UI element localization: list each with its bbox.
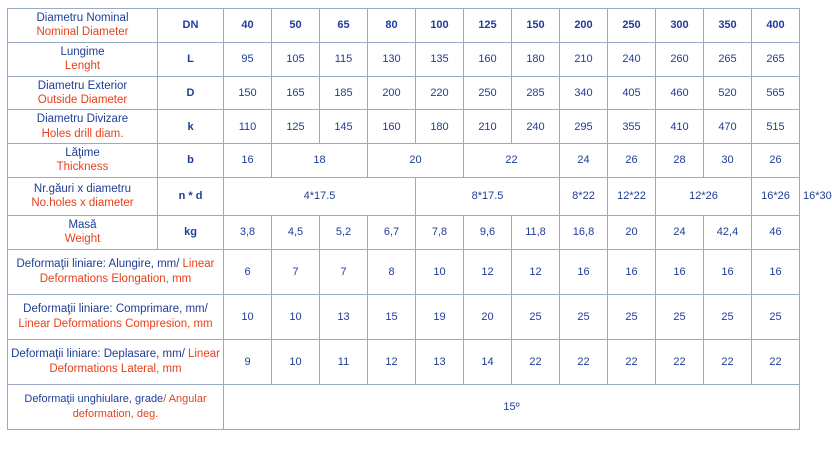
cell-length-40: 95 <box>224 42 272 76</box>
cell-outside-diameter-100: 220 <box>416 76 464 110</box>
cell-weight-400: 46 <box>752 215 800 249</box>
cell-weight-50: 4,5 <box>272 215 320 249</box>
cell-elongation-350: 16 <box>704 249 752 294</box>
cell-outside-diameter-65: 185 <box>320 76 368 110</box>
row-label-lateral: Deformaţii liniare: Deplasare, mm/ Linear Deformations Lateral, mm <box>8 339 224 384</box>
table-row-angular-deformation <box>8 384 800 429</box>
cell-compression-65: 13 <box>320 294 368 339</box>
row-label-holes-count: Nr.găuri x diametru No.holes x diameter <box>8 177 158 215</box>
cell-holes-drill-100: 180 <box>416 110 464 144</box>
table-row-length <box>8 42 800 76</box>
table-row-thickness <box>8 144 800 178</box>
size-header-125: 125 <box>464 9 512 43</box>
cell-length-50: 105 <box>272 42 320 76</box>
cell-weight-80: 6,7 <box>368 215 416 249</box>
cell-outside-diameter-350: 520 <box>704 76 752 110</box>
cell-compression-40: 10 <box>224 294 272 339</box>
size-header-40: 40 <box>224 9 272 43</box>
size-header-65: 65 <box>320 9 368 43</box>
cell-length-200: 210 <box>560 42 608 76</box>
table-row-outside-diameter <box>8 76 800 110</box>
cell-compression-100: 19 <box>416 294 464 339</box>
cell-outside-diameter-200: 340 <box>560 76 608 110</box>
cell-weight-65: 5,2 <box>320 215 368 249</box>
row-label-compression: Deformaţii liniare: Comprimare, mm/ Linear Deformations Compresion, mm <box>8 294 224 339</box>
cell-lateral-250: 22 <box>608 339 656 384</box>
cell-holes-drill-200: 295 <box>560 110 608 144</box>
cell-elongation-150: 12 <box>512 249 560 294</box>
row-label-nominal-diameter: Diametru Nominal Nominal Diameter <box>8 9 158 43</box>
cell-thickness-g5: 24 <box>560 144 608 178</box>
cell-weight-200: 16,8 <box>560 215 608 249</box>
cell-holes-g6: 16*26 <box>752 177 800 215</box>
cell-compression-125: 20 <box>464 294 512 339</box>
cell-elongation-50: 7 <box>272 249 320 294</box>
cell-elongation-65: 7 <box>320 249 368 294</box>
cell-thickness-g7: 28 <box>656 144 704 178</box>
cell-elongation-100: 10 <box>416 249 464 294</box>
cell-weight-100: 7,8 <box>416 215 464 249</box>
size-header-200: 200 <box>560 9 608 43</box>
table-row-holes-count: Nr.găuri x diametru No.holes x diameter n * d 4*17.5 8*17.5 8*22 12*22 12*26 16*26 16*30 <box>8 177 800 215</box>
size-header-80: 80 <box>368 9 416 43</box>
cell-holes-drill-250: 355 <box>608 110 656 144</box>
cell-lateral-200: 22 <box>560 339 608 384</box>
cell-elongation-200: 16 <box>560 249 608 294</box>
cell-length-100: 135 <box>416 42 464 76</box>
row-symbol-k: k <box>158 110 224 144</box>
cell-compression-150: 25 <box>512 294 560 339</box>
cell-outside-diameter-40: 150 <box>224 76 272 110</box>
cell-lateral-40: 9 <box>224 339 272 384</box>
cell-length-125: 160 <box>464 42 512 76</box>
cell-outside-diameter-150: 285 <box>512 76 560 110</box>
cell-weight-125: 9,6 <box>464 215 512 249</box>
cell-elongation-400: 16 <box>752 249 800 294</box>
table-row-elongation <box>8 249 800 294</box>
cell-holes-g3: 8*22 <box>560 177 608 215</box>
cell-weight-150: 11,8 <box>512 215 560 249</box>
cell-outside-diameter-400: 565 <box>752 76 800 110</box>
cell-compression-300: 25 <box>656 294 704 339</box>
row-symbol-l: L <box>158 42 224 76</box>
cell-length-80: 130 <box>368 42 416 76</box>
size-header-150: 150 <box>512 9 560 43</box>
cell-thickness-g9: 26 <box>752 144 800 178</box>
cell-compression-200: 25 <box>560 294 608 339</box>
cell-length-300: 260 <box>656 42 704 76</box>
row-label-thickness: Lăţime Thickness <box>8 144 158 178</box>
size-header-250: 250 <box>608 9 656 43</box>
cell-outside-diameter-125: 250 <box>464 76 512 110</box>
cell-compression-350: 25 <box>704 294 752 339</box>
cell-length-150: 180 <box>512 42 560 76</box>
cell-thickness-g6: 26 <box>608 144 656 178</box>
cell-compression-80: 15 <box>368 294 416 339</box>
cell-lateral-65: 11 <box>320 339 368 384</box>
cell-outside-diameter-50: 165 <box>272 76 320 110</box>
cell-lateral-50: 10 <box>272 339 320 384</box>
row-symbol-dn: DN <box>158 9 224 43</box>
table-row-lateral <box>8 339 800 384</box>
size-header-400: 400 <box>752 9 800 43</box>
cell-compression-250: 25 <box>608 294 656 339</box>
cell-angular-deformation-value: 15º <box>224 384 800 429</box>
cell-thickness-g3: 20 <box>368 144 464 178</box>
cell-lateral-150: 22 <box>512 339 560 384</box>
cell-outside-diameter-250: 405 <box>608 76 656 110</box>
size-header-100: 100 <box>416 9 464 43</box>
row-symbol-n-d: n * d <box>158 177 224 215</box>
cell-elongation-250: 16 <box>608 249 656 294</box>
row-label-outside-diameter: Diametru Exterior Outside Diameter <box>8 76 158 110</box>
cell-compression-50: 10 <box>272 294 320 339</box>
cell-holes-g2: 8*17.5 <box>416 177 560 215</box>
cell-lateral-80: 12 <box>368 339 416 384</box>
table-row-weight <box>8 215 800 249</box>
cell-holes-drill-80: 160 <box>368 110 416 144</box>
cell-holes-drill-400: 515 <box>752 110 800 144</box>
cell-outside-diameter-80: 200 <box>368 76 416 110</box>
cell-lateral-350: 22 <box>704 339 752 384</box>
size-header-300: 300 <box>656 9 704 43</box>
cell-holes-drill-150: 240 <box>512 110 560 144</box>
table-row-compression <box>8 294 800 339</box>
table-row-holes-drill-diameter <box>8 110 800 144</box>
cell-elongation-40: 6 <box>224 249 272 294</box>
row-label-weight: Masă Weight <box>8 215 158 249</box>
cell-holes-drill-350: 470 <box>704 110 752 144</box>
cell-lateral-400: 22 <box>752 339 800 384</box>
cell-length-65: 115 <box>320 42 368 76</box>
cell-length-350: 265 <box>704 42 752 76</box>
cell-elongation-80: 8 <box>368 249 416 294</box>
row-symbol-d: D <box>158 76 224 110</box>
cell-outside-diameter-300: 460 <box>656 76 704 110</box>
cell-thickness-g4: 22 <box>464 144 560 178</box>
cell-lateral-300: 22 <box>656 339 704 384</box>
cell-thickness-g8: 30 <box>704 144 752 178</box>
row-label-angular-deformation: Deformaţii unghiulare, grade/ Angular deformation, deg. <box>8 384 224 429</box>
specification-table <box>7 8 832 430</box>
cell-holes-drill-65: 145 <box>320 110 368 144</box>
cell-holes-drill-300: 410 <box>656 110 704 144</box>
cell-compression-400: 25 <box>752 294 800 339</box>
cell-weight-300: 24 <box>656 215 704 249</box>
cell-holes-drill-125: 210 <box>464 110 512 144</box>
cell-holes-drill-40: 110 <box>224 110 272 144</box>
cell-weight-350: 42,4 <box>704 215 752 249</box>
table-row-nominal-diameter <box>8 9 800 43</box>
cell-elongation-125: 12 <box>464 249 512 294</box>
cell-holes-g4: 12*22 <box>608 177 656 215</box>
cell-lateral-100: 13 <box>416 339 464 384</box>
size-header-50: 50 <box>272 9 320 43</box>
cell-weight-40: 3,8 <box>224 215 272 249</box>
cell-length-400: 265 <box>752 42 800 76</box>
row-label-holes-drill-diameter: Diametru Divizare Holes drill diam. <box>8 110 158 144</box>
cell-weight-250: 20 <box>608 215 656 249</box>
cell-length-250: 240 <box>608 42 656 76</box>
row-label-elongation: Deformaţii liniare: Alungire, mm/ Linear Deformations Elongation, mm <box>8 249 224 294</box>
cell-thickness-g1: 16 <box>224 144 272 178</box>
cell-thickness-g2: 18 <box>272 144 368 178</box>
cell-holes-g1: 4*17.5 <box>224 177 416 215</box>
cell-lateral-125: 14 <box>464 339 512 384</box>
size-header-350: 350 <box>704 9 752 43</box>
row-label-length: Lungime Lenght <box>8 42 158 76</box>
cell-elongation-300: 16 <box>656 249 704 294</box>
cell-holes-g5: 12*26 <box>656 177 752 215</box>
row-symbol-b: b <box>158 144 224 178</box>
cell-holes-drill-50: 125 <box>272 110 320 144</box>
row-symbol-kg: kg <box>158 215 224 249</box>
